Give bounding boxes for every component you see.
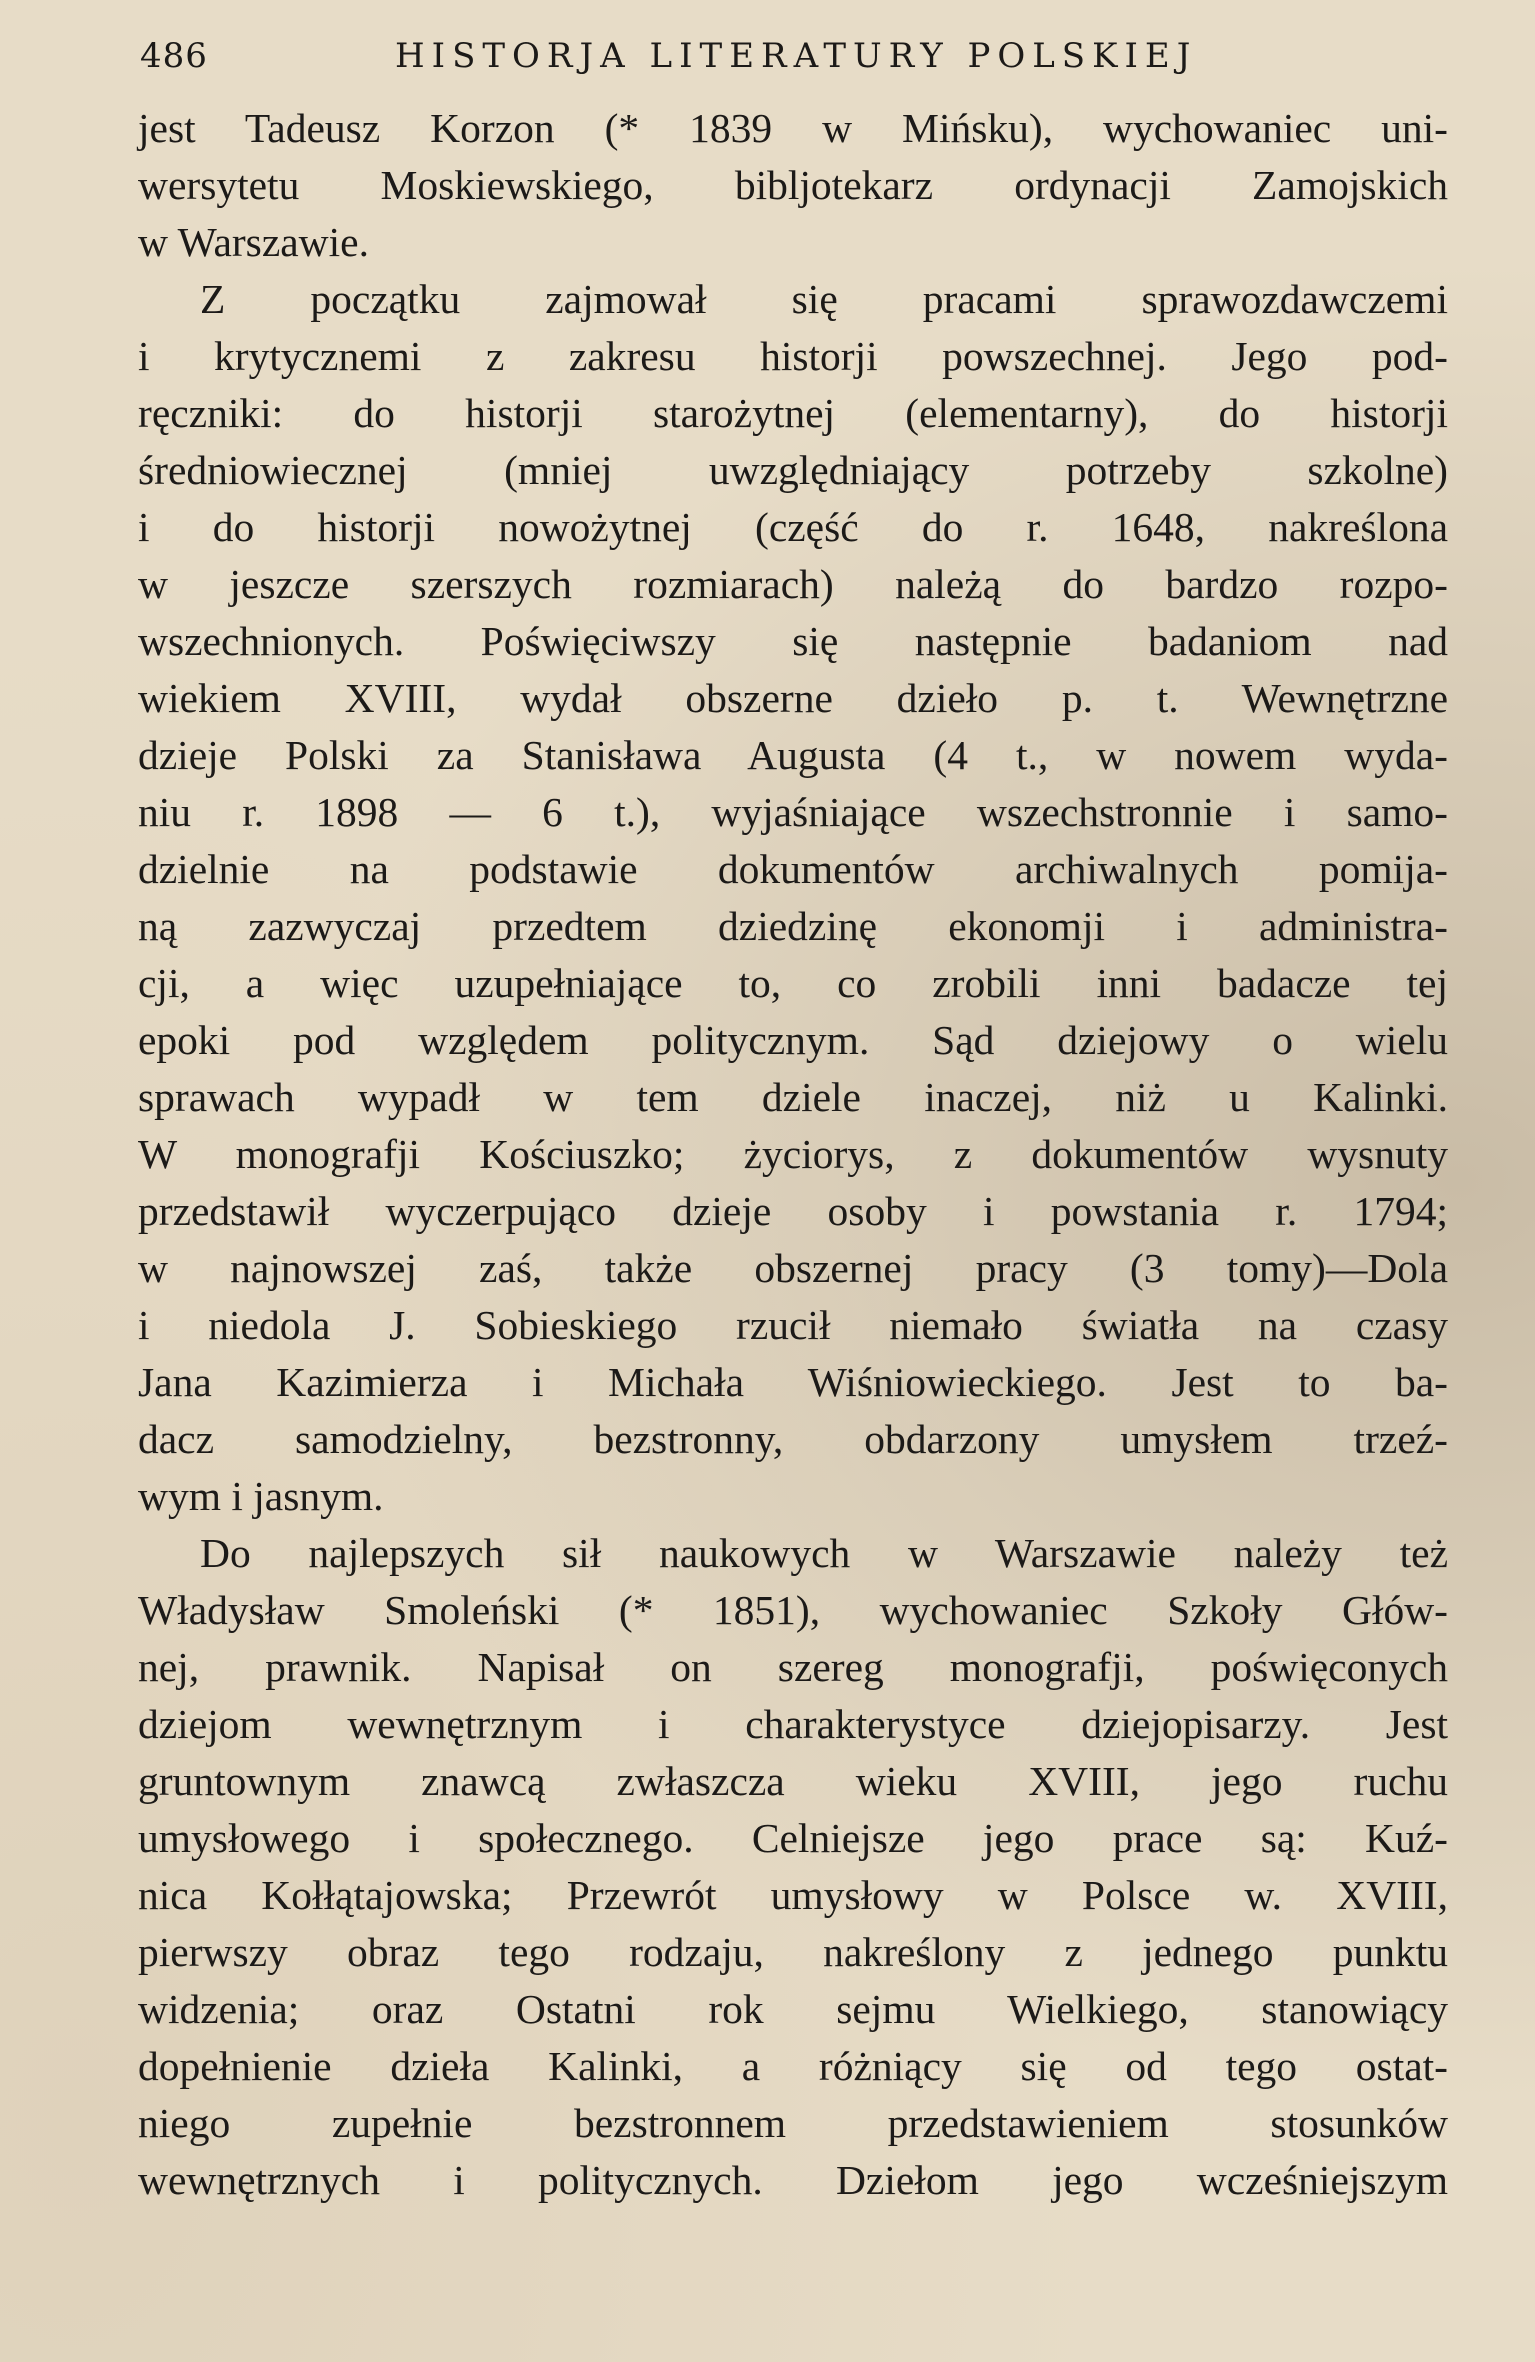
text-line: dopełnienie dzieła Kalinki, a różniący się od tego ostat- bbox=[138, 2043, 1448, 2089]
text-line: w jeszcze szerszych rozmiarach) należą do bardzo rozpo- bbox=[138, 561, 1448, 607]
text-line: wersytetu Moskiewskiego, bibljotekarz ordynacji Zamojskich bbox=[138, 162, 1448, 208]
text-line: nica Kołłątajowska; Przewrót umysłowy w Polsce w. XVIII, bbox=[138, 1872, 1448, 1918]
running-title: HISTORJA LITERATURY POLSKIEJ bbox=[395, 36, 1198, 76]
text-line: sprawach wypadł w tem dziele inaczej, niż u Kalinki. bbox=[138, 1074, 1448, 1120]
text-line: przedstawił wyczerpująco dzieje osoby i powstania r. 1794; bbox=[138, 1188, 1448, 1234]
text-line: i niedola J. Sobieskiego rzucił niemało światła na czasy bbox=[138, 1302, 1448, 1348]
text-line: wewnętrznych i politycznych. Dziełom jego wcześniejszym bbox=[138, 2157, 1448, 2203]
text-line: cji, a więc uzupełniające to, co zrobili inni badacze tej bbox=[138, 960, 1448, 1006]
text-line: epoki pod względem politycznym. Sąd dziejowy o wielu bbox=[138, 1017, 1448, 1063]
text-line: W monografji Kościuszko; życiorys, z dokumentów wysnuty bbox=[138, 1131, 1448, 1177]
text-line: Władysław Smoleński (* 1851), wychowaniec Szkoły Głów- bbox=[138, 1587, 1448, 1633]
body-text bbox=[138, 100, 1448, 2209]
text-line: umysłowego i społecznego. Celniejsze jego prace są: Kuź- bbox=[138, 1815, 1448, 1861]
text-line: Do najlepszych sił naukowych w Warszawie należy też bbox=[200, 1530, 1448, 1576]
text-line: gruntownym znawcą zwłaszcza wieku XVIII, jego ruchu bbox=[138, 1758, 1448, 1804]
text-line: ręczniki: do historji starożytnej (elementarny), do historji bbox=[138, 390, 1448, 436]
text-line: w najnowszej zaś, także obszernej pracy (3 tomy)—Dola bbox=[138, 1245, 1448, 1291]
text-line: Jana Kazimierza i Michała Wiśniowieckiego. Jest to ba- bbox=[138, 1359, 1448, 1405]
text-line: Z początku zajmował się pracami sprawozdawczemi bbox=[200, 276, 1448, 322]
text-line: dzieje Polski za Stanisława Augusta (4 t., w nowem wyda- bbox=[138, 732, 1448, 778]
text-line: jest Tadeusz Korzon (* 1839 w Mińsku), wychowaniec uni- bbox=[138, 105, 1448, 151]
text-line: widzenia; oraz Ostatni rok sejmu Wielkiego, stanowiący bbox=[138, 1986, 1448, 2032]
text-line: w Warszawie. bbox=[138, 219, 369, 265]
text-line: nej, prawnik. Napisał on szereg monografji, poświęconych bbox=[138, 1644, 1448, 1690]
text-line: niu r. 1898 — 6 t.), wyjaśniające wszechstronnie i samo- bbox=[138, 789, 1448, 835]
text-line: niego zupełnie bezstronnem przedstawieniem stosunków bbox=[138, 2100, 1448, 2146]
text-line: ną zazwyczaj przedtem dziedzinę ekonomji i administra- bbox=[138, 903, 1448, 949]
text-line: pierwszy obraz tego rodzaju, nakreślony z jednego punktu bbox=[138, 1929, 1448, 1975]
text-line: wym i jasnym. bbox=[138, 1473, 384, 1519]
page-number: 486 bbox=[140, 36, 208, 76]
text-line: wszechnionych. Poświęciwszy się następnie badaniom nad bbox=[138, 618, 1448, 664]
text-line: i do historji nowożytnej (część do r. 1648, nakreślona bbox=[138, 504, 1448, 550]
text-line: średniowiecznej (mniej uwzględniający potrzeby szkolne) bbox=[138, 447, 1448, 493]
text-line: wiekiem XVIII, wydał obszerne dzieło p. t. Wewnętrzne bbox=[138, 675, 1448, 721]
text-line: dzielnie na podstawie dokumentów archiwalnych pomija- bbox=[138, 846, 1448, 892]
text-line: dacz samodzielny, bezstronny, obdarzony umysłem trzeź- bbox=[138, 1416, 1448, 1462]
running-header bbox=[140, 36, 1440, 86]
text-line: i krytycznemi z zakresu historji powszechnej. Jego pod- bbox=[138, 333, 1448, 379]
text-line: dziejom wewnętrznym i charakterystyce dziejopisarzy. Jest bbox=[138, 1701, 1448, 1747]
